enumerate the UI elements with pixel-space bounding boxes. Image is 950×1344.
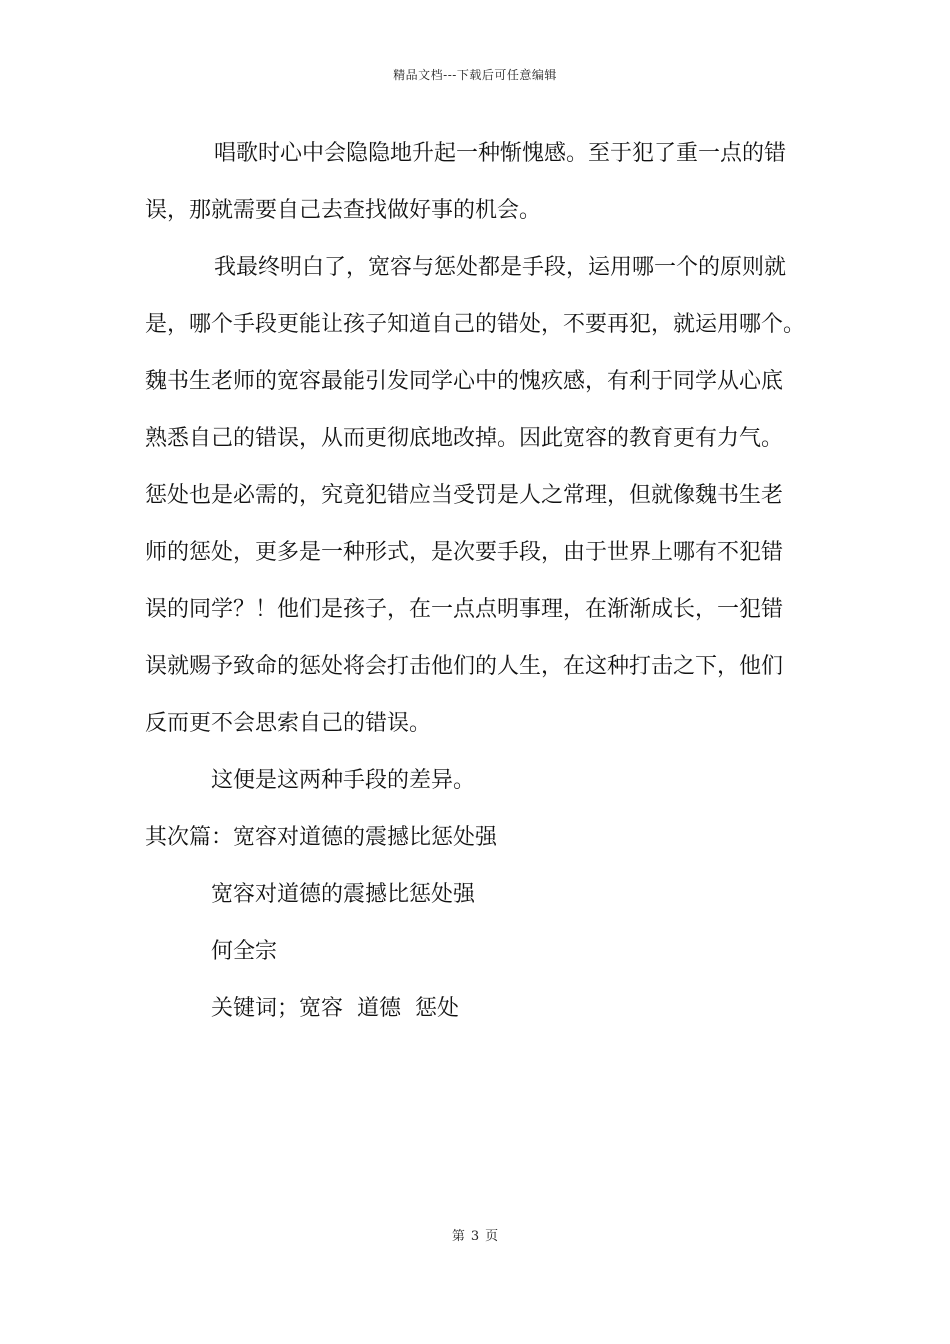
body-line: 魏书生老师的宽容最能引发同学心中的愧疚感，有利于同学从心底 <box>145 369 784 394</box>
body-line: 师的惩处，更多是一种形式，是次要手段，由于世界上哪有不犯错 <box>145 540 784 565</box>
page-header: 精品文档---下载后可任意编辑 <box>393 68 557 82</box>
body-line: 误，那就需要自己去查找做好事的机会。 <box>145 198 542 223</box>
page-number: 3 <box>470 1229 480 1244</box>
section-title: 其次篇：宽容对道德的震撼比惩处强 <box>145 825 498 850</box>
body-line: 我最终明白了，宽容与惩处都是手段，运用哪一个的原则就 <box>214 255 787 280</box>
article-author: 何全宗 <box>211 939 278 964</box>
page-number-suffix: 页 <box>485 1229 499 1244</box>
body-line: 唱歌时心中会隐隐地升起一种惭愧感。至于犯了重一点的错 <box>214 141 787 166</box>
body-line: 惩处也是必需的，究竟犯错应当受罚是人之常理，但就像魏书生老 <box>145 483 784 508</box>
page-number-prefix: 第 <box>451 1229 465 1244</box>
body-line: 熟悉自己的错误，从而更彻底地改掉。因此宽容的教育更有力气。 <box>145 426 784 451</box>
body-line: 反而更不会思索自己的错误。 <box>145 711 432 736</box>
page-footer <box>0 1228 950 1246</box>
article-title: 宽容对道德的震撼比惩处强 <box>211 882 476 907</box>
body-line: 是，哪个手段更能让孩子知道自己的错处，不要再犯，就运用哪个。 <box>145 312 806 337</box>
body-line: 误的同学？！他们是孩子，在一点点明事理，在渐渐成长，一犯错 <box>145 597 784 622</box>
body-line: 这便是这两种手段的差异。 <box>211 768 476 793</box>
article-keywords: 关键词；宽容 道德 惩处 <box>211 996 459 1021</box>
body-line: 误就赐予致命的惩处将会打击他们的人生，在这种打击之下，他们 <box>145 654 784 679</box>
